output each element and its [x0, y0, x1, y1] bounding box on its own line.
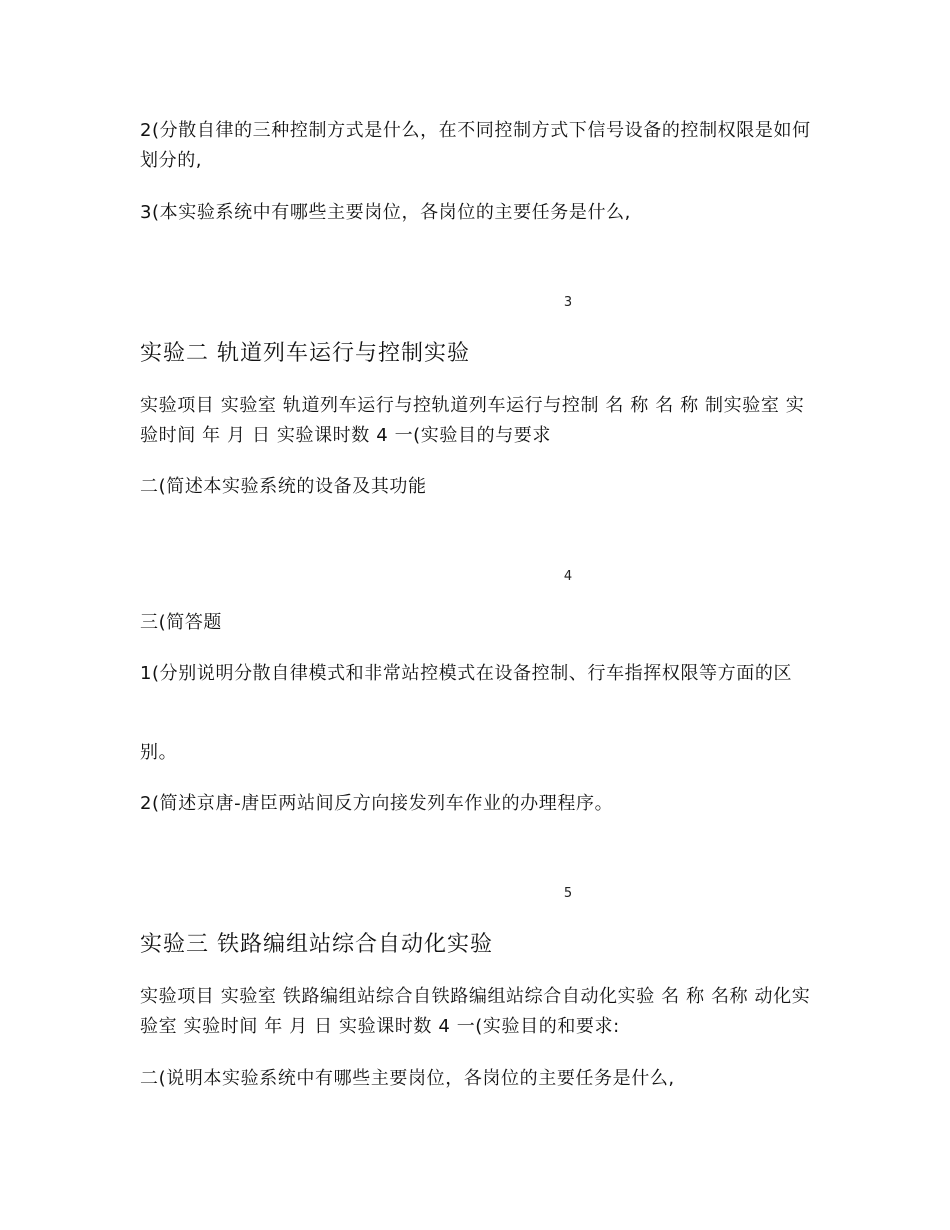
experiment-3-info-paragraph: 实验项目 实验室 铁路编组站综合自铁路编组站综合自动化实验 名 称 名称 动化实验室 实验时间 年 月 日 实验课时数 4 一(实验目的和要求: — [140, 986, 811, 1037]
question-1-continuation: 别。 — [140, 742, 178, 763]
experiment-2-info-paragraph: 实验项目 实验室 轨道列车运行与控轨道列车运行与控制 名 称 名 称 制实验室 实验时间 年 月 日 实验课时数 4 一(实验目的与要求 — [140, 395, 805, 446]
question-2b-paragraph: 2(简述京唐-唐臣两站间反方向接发列车作业的办理程序。 — [140, 793, 614, 814]
experiment-2-heading: 实验二 轨道列车运行与控制实验 — [140, 341, 470, 366]
experiment-3-heading: 实验三 铁路编组站综合自动化实验 — [140, 932, 493, 957]
page-number: 3 — [563, 295, 573, 310]
section-2b-paragraph: 二(说明本实验系统中有哪些主要岗位，各岗位的主要任务是什么, — [140, 1068, 675, 1089]
question-3-paragraph: 3(本实验系统中有哪些主要岗位，各岗位的主要任务是什么, — [140, 202, 631, 223]
section-2-paragraph: 二(简述本实验系统的设备及其功能 — [140, 476, 427, 497]
page-number: 4 — [563, 569, 573, 584]
question-2-paragraph: 2(分散自律的三种控制方式是什么，在不同控制方式下信号设备的控制权限是如何划分的, — [140, 120, 811, 171]
section-3-paragraph: 三(简答题 — [140, 612, 223, 633]
question-1-paragraph: 1(分别说明分散自律模式和非常站控模式在设备控制、行车指挥权限等方面的区 — [140, 663, 793, 684]
page-number: 5 — [563, 886, 573, 901]
